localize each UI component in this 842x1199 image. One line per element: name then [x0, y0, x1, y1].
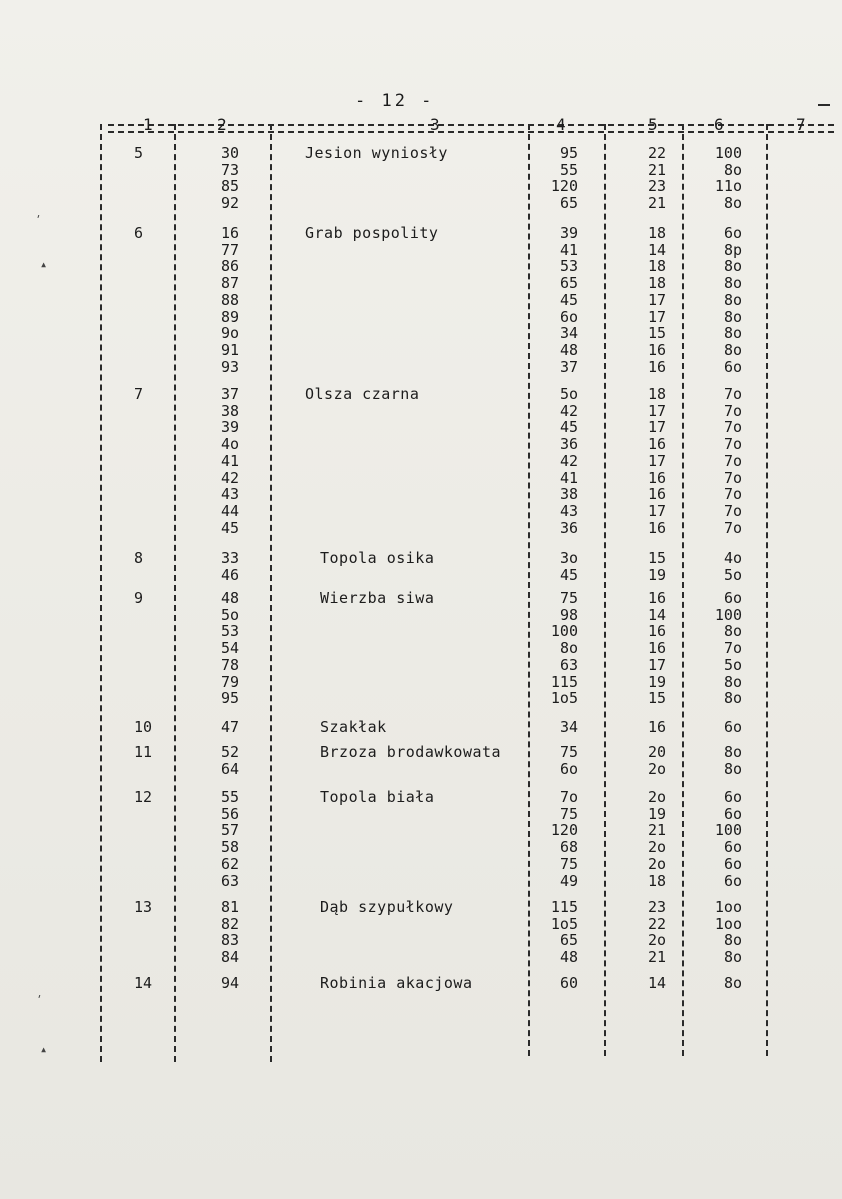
plot-number: 91: [221, 340, 240, 359]
value-col6: 8p: [723, 240, 742, 259]
value-col5: 18: [647, 257, 666, 276]
value-col5: 16: [647, 639, 666, 658]
value-col5: 19: [647, 804, 666, 823]
column-divider-6: [766, 124, 768, 1056]
value-col6: 8o: [723, 622, 742, 641]
value-col6: 8o: [723, 974, 742, 992]
value-col5: 19: [647, 672, 666, 691]
plot-number: 73: [221, 160, 240, 179]
value-col5: 17: [647, 418, 666, 437]
value-col5: 16: [647, 589, 666, 607]
group-number: 12: [134, 788, 153, 806]
plot-number: 86: [221, 257, 240, 276]
value-col4: 115: [550, 672, 578, 691]
plot-number: 42: [221, 468, 240, 487]
plot-number: 85: [221, 177, 240, 196]
value-col5: 18: [647, 274, 666, 293]
value-col5: 21: [647, 194, 666, 213]
plot-number: 57: [221, 821, 240, 840]
value-col5: 16: [647, 357, 666, 376]
value-col4: 53: [559, 257, 578, 276]
species-name: Szakłak: [320, 718, 387, 736]
value-col5: 20: [647, 743, 666, 761]
value-col5: 21: [647, 948, 666, 967]
value-col6: 6o: [723, 871, 742, 890]
species-name: Brzoza brodawkowata: [320, 743, 502, 761]
value-col6: 100: [714, 605, 742, 624]
margin-mark: ▴: [40, 257, 48, 271]
value-col4: 7o: [559, 788, 578, 806]
value-col4: 75: [559, 743, 578, 761]
value-col4: 65: [559, 931, 578, 950]
group-number: 7: [134, 385, 144, 403]
value-col5: 21: [647, 160, 666, 179]
plot-number: 64: [221, 759, 240, 778]
column-header-3: 3: [430, 115, 440, 134]
value-col6: 1oo: [714, 898, 742, 916]
column-divider-0: [100, 124, 102, 1062]
margin-mark: ⸴: [37, 207, 41, 221]
value-col4: 42: [559, 401, 578, 420]
column-header-5: 5: [648, 115, 658, 134]
value-col6: 6o: [723, 804, 742, 823]
value-col6: 7o: [723, 401, 742, 420]
value-col6: 6o: [723, 854, 742, 873]
value-col5: 14: [647, 240, 666, 259]
value-col6: 100: [714, 144, 742, 162]
value-col6: 5o: [723, 565, 742, 584]
value-col5: 16: [647, 518, 666, 537]
plot-number: 43: [221, 485, 240, 504]
value-col5: 22: [647, 144, 666, 162]
value-col6: 7o: [723, 639, 742, 658]
plot-number: 46: [221, 565, 240, 584]
value-col4: 63: [559, 655, 578, 674]
value-col6: 7o: [723, 468, 742, 487]
plot-number: 89: [221, 307, 240, 326]
group-number: 9: [134, 589, 144, 607]
value-col4: 38: [559, 485, 578, 504]
group-number: 14: [134, 974, 153, 992]
value-col6: 1oo: [714, 914, 742, 933]
column-divider-1: [174, 124, 176, 1062]
value-col6: 6o: [723, 224, 742, 242]
species-name: Olsza czarna: [305, 385, 420, 403]
value-col4: 115: [550, 898, 578, 916]
plot-number: 94: [221, 974, 240, 992]
value-col4: 75: [559, 854, 578, 873]
value-col6: 7o: [723, 451, 742, 470]
value-col4: 39: [559, 224, 578, 242]
page-number: - 12 -: [355, 91, 435, 111]
value-col6: 8o: [723, 257, 742, 276]
plot-number: 30: [221, 144, 240, 162]
column-divider-5: [682, 124, 684, 1056]
plot-number: 87: [221, 274, 240, 293]
species-name: Robinia akacjowa: [320, 974, 473, 992]
plot-number: 92: [221, 194, 240, 213]
value-col6: 6o: [723, 718, 742, 736]
value-col6: 7o: [723, 501, 742, 520]
value-col6: 7o: [723, 385, 742, 403]
value-col5: 16: [647, 622, 666, 641]
value-col6: 100: [714, 821, 742, 840]
value-col5: 17: [647, 307, 666, 326]
value-col4: 75: [559, 589, 578, 607]
value-col4: 75: [559, 804, 578, 823]
value-col5: 14: [647, 605, 666, 624]
margin-mark: ⸴: [38, 987, 42, 1001]
plot-number: 47: [221, 718, 240, 736]
column-header-4: 4: [556, 115, 566, 134]
column-header-1: 1: [143, 115, 153, 134]
value-col4: 37: [559, 357, 578, 376]
plot-number: 38: [221, 401, 240, 420]
value-col4: 43: [559, 501, 578, 520]
column-divider-2: [270, 124, 272, 1062]
value-col4: 1o5: [550, 689, 578, 708]
value-col6: 6o: [723, 357, 742, 376]
value-col6: 8o: [723, 672, 742, 691]
plot-number: 4o: [221, 435, 240, 454]
value-col5: 2o: [647, 931, 666, 950]
plot-number: 37: [221, 385, 240, 403]
value-col5: 16: [647, 485, 666, 504]
column-header-2: 2: [217, 115, 227, 134]
group-number: 10: [134, 718, 153, 736]
value-col4: 60: [559, 974, 578, 992]
value-col6: 8o: [723, 160, 742, 179]
value-col4: 65: [559, 194, 578, 213]
value-col5: 17: [647, 655, 666, 674]
species-name: Dąb szypułkowy: [320, 898, 454, 916]
value-col5: 14: [647, 974, 666, 992]
value-col6: 5o: [723, 655, 742, 674]
value-col5: 22: [647, 914, 666, 933]
value-col5: 16: [647, 468, 666, 487]
value-col4: 55: [559, 160, 578, 179]
value-col6: 8o: [723, 340, 742, 359]
plot-number: 84: [221, 948, 240, 967]
value-col4: 98: [559, 605, 578, 624]
value-col5: 2o: [647, 788, 666, 806]
plot-number: 95: [221, 689, 240, 708]
value-col4: 48: [559, 340, 578, 359]
plot-number: 48: [221, 589, 240, 607]
plot-number: 53: [221, 622, 240, 641]
plot-number: 56: [221, 804, 240, 823]
value-col4: 41: [559, 468, 578, 487]
value-col6: 8o: [723, 948, 742, 967]
value-col4: 1o5: [550, 914, 578, 933]
value-col6: 8o: [723, 194, 742, 213]
species-name: Jesion wyniosły: [305, 144, 448, 162]
value-col4: 36: [559, 435, 578, 454]
species-name: Topola osika: [320, 549, 435, 567]
plot-number: 9o: [221, 324, 240, 343]
value-col4: 45: [559, 565, 578, 584]
value-col4: 120: [550, 177, 578, 196]
value-col5: 23: [647, 177, 666, 196]
value-col5: 2o: [647, 854, 666, 873]
value-col6: 7o: [723, 435, 742, 454]
column-divider-4: [604, 124, 606, 1056]
plot-number: 79: [221, 672, 240, 691]
plot-number: 45: [221, 518, 240, 537]
value-col5: 18: [647, 385, 666, 403]
group-number: 11: [134, 743, 153, 761]
plot-number: 54: [221, 639, 240, 658]
value-col4: 95: [559, 144, 578, 162]
value-col6: 8o: [723, 743, 742, 761]
value-col4: 41: [559, 240, 578, 259]
plot-number: 41: [221, 451, 240, 470]
value-col5: 21: [647, 821, 666, 840]
value-col5: 19: [647, 565, 666, 584]
value-col4: 48: [559, 948, 578, 967]
value-col5: 16: [647, 435, 666, 454]
group-number: 13: [134, 898, 153, 916]
value-col4: 120: [550, 821, 578, 840]
value-col6: 6o: [723, 589, 742, 607]
column-header-7: 7: [796, 115, 806, 134]
plot-number: 5o: [221, 605, 240, 624]
group-number: 8: [134, 549, 144, 567]
plot-number: 77: [221, 240, 240, 259]
value-col6: 7o: [723, 518, 742, 537]
group-number: 6: [134, 224, 144, 242]
value-col5: 15: [647, 324, 666, 343]
value-col6: 8o: [723, 307, 742, 326]
value-col5: 2o: [647, 759, 666, 778]
value-col5: 15: [647, 549, 666, 567]
value-col5: 18: [647, 871, 666, 890]
plot-number: 88: [221, 290, 240, 309]
value-col5: 17: [647, 290, 666, 309]
value-col6: 8o: [723, 290, 742, 309]
value-col5: 23: [647, 898, 666, 916]
value-col4: 5o: [559, 385, 578, 403]
column-header-6: 6: [714, 115, 724, 134]
value-col6: 4o: [723, 549, 742, 567]
plot-number: 81: [221, 898, 240, 916]
value-col4: 100: [550, 622, 578, 641]
plot-number: 33: [221, 549, 240, 567]
plot-number: 78: [221, 655, 240, 674]
plot-number: 39: [221, 418, 240, 437]
plot-number: 93: [221, 357, 240, 376]
value-col6: 7o: [723, 418, 742, 437]
value-col4: 49: [559, 871, 578, 890]
column-divider-3: [528, 124, 530, 1056]
value-col4: 42: [559, 451, 578, 470]
species-name: Topola biała: [320, 788, 435, 806]
group-number: 5: [134, 144, 144, 162]
value-col6: 6o: [723, 838, 742, 857]
species-name: Wierzba siwa: [320, 589, 435, 607]
value-col5: 17: [647, 451, 666, 470]
value-col6: 8o: [723, 324, 742, 343]
value-col4: 45: [559, 418, 578, 437]
value-col6: 6o: [723, 788, 742, 806]
value-col5: 16: [647, 718, 666, 736]
value-col4: 6o: [559, 759, 578, 778]
value-col4: 8o: [559, 639, 578, 658]
value-col4: 36: [559, 518, 578, 537]
value-col4: 34: [559, 718, 578, 736]
value-col5: 18: [647, 224, 666, 242]
plot-number: 55: [221, 788, 240, 806]
value-col5: 2o: [647, 838, 666, 857]
value-col4: 34: [559, 324, 578, 343]
value-col5: 17: [647, 401, 666, 420]
species-name: Grab pospolity: [305, 224, 439, 242]
value-col4: 65: [559, 274, 578, 293]
plot-number: 44: [221, 501, 240, 520]
plot-number: 52: [221, 743, 240, 761]
value-col4: 68: [559, 838, 578, 857]
value-col4: 3o: [559, 549, 578, 567]
plot-number: 83: [221, 931, 240, 950]
plot-number: 16: [221, 224, 240, 242]
plot-number: 58: [221, 838, 240, 857]
margin-dash: [818, 104, 830, 106]
plot-number: 62: [221, 854, 240, 873]
margin-mark: ▴: [40, 1042, 48, 1056]
value-col6: 7o: [723, 485, 742, 504]
value-col4: 6o: [559, 307, 578, 326]
value-col5: 16: [647, 340, 666, 359]
value-col6: 8o: [723, 931, 742, 950]
value-col6: 8o: [723, 274, 742, 293]
value-col6: 8o: [723, 759, 742, 778]
value-col4: 45: [559, 290, 578, 309]
value-col6: 11o: [714, 177, 742, 196]
value-col5: 17: [647, 501, 666, 520]
plot-number: 63: [221, 871, 240, 890]
value-col5: 15: [647, 689, 666, 708]
value-col6: 8o: [723, 689, 742, 708]
plot-number: 82: [221, 914, 240, 933]
